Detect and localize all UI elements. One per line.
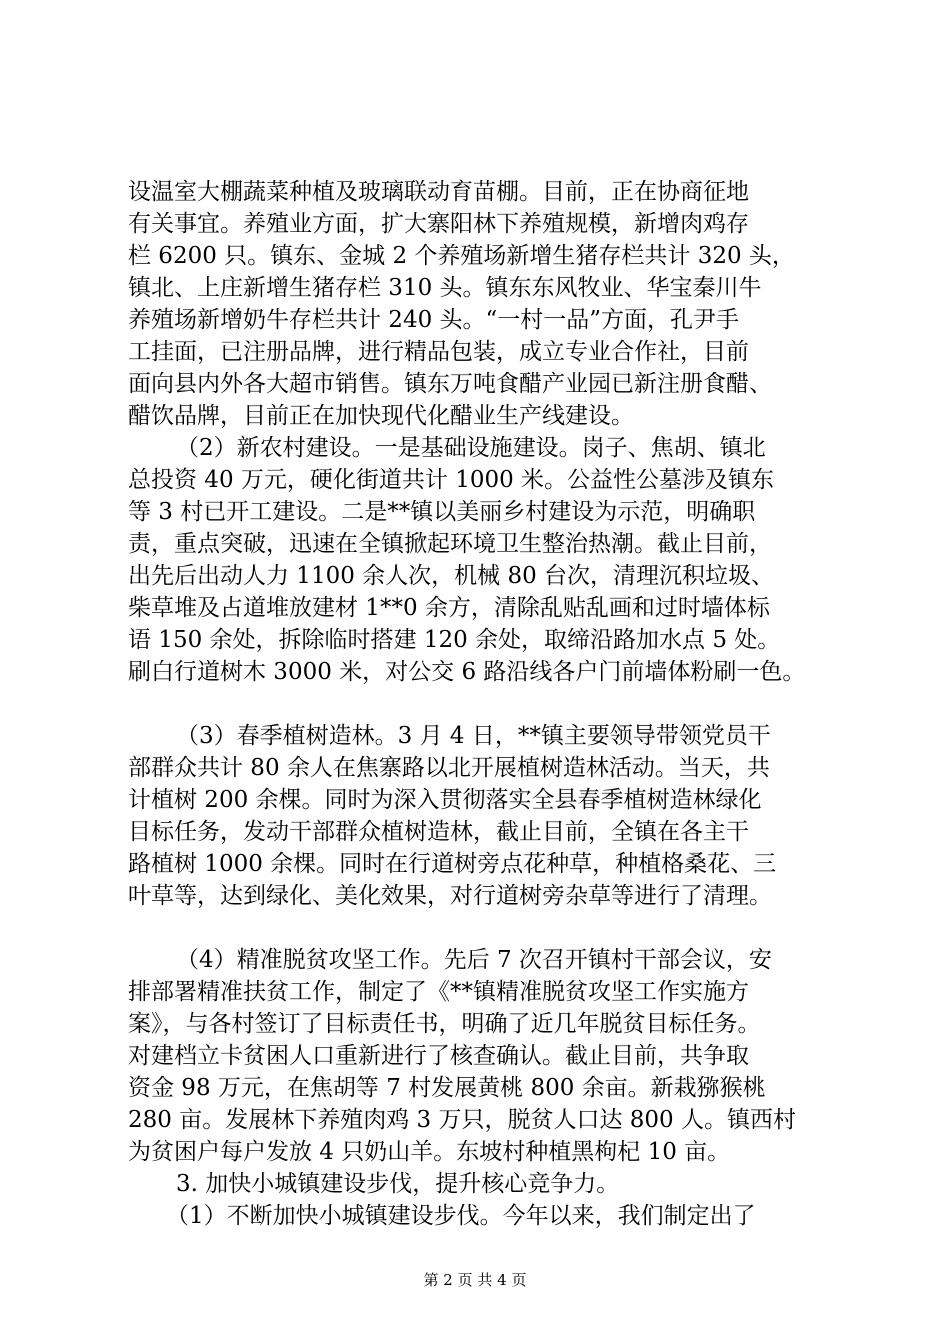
body-line: 计植树 200 余棵。同时为深入贯彻落实全县春季植树造林绿化 bbox=[128, 787, 762, 813]
page-number-footer: 第 2 页 共 4 页 bbox=[423, 1271, 527, 1289]
body-line: 工挂面，已注册品牌，进行精品包装，成立专业合作社，目前 bbox=[128, 339, 749, 365]
body-line: 对建档立卡贫困人口重新进行了核查确认。截止目前，共争取 bbox=[128, 1043, 749, 1069]
paragraph-start-line: （2）新农村建设。一是基础设施建设。岗子、焦胡、镇北 bbox=[176, 435, 766, 461]
body-line: 排部署精准扶贫工作，制定了《**镇精准脱贫攻坚工作实施方 bbox=[128, 979, 749, 1005]
paragraph-start-line: （3）春季植树造林。3 月 4 日，**镇主要领导带领党员干 bbox=[176, 723, 771, 749]
body-line: 设温室大棚蔬菜种植及玻璃联动育苗棚。目前，正在协商征地 bbox=[128, 179, 749, 205]
body-line: 出先后出动人力 1100 余人次，机械 80 台次，清理沉积垃圾、 bbox=[128, 563, 775, 589]
body-line: 叶草等，达到绿化、美化效果，对行道树旁杂草等进行了清理。 bbox=[128, 883, 772, 909]
section-heading: 3. 加快小城镇建设步伐，提升核心竞争力。 bbox=[176, 1171, 620, 1197]
body-line: 柴草堆及占道堆放建材 1**0 余方，清除乱贴乱画和过时墙体标 bbox=[128, 595, 770, 621]
paragraph-start-line: （4）精准脱贫攻坚工作。先后 7 次召开镇村干部会议，安 bbox=[176, 947, 772, 973]
body-line: 刷白行道树木 3000 米，对公交 6 路沿线各户门前墙体粉刷一色。 bbox=[128, 659, 806, 685]
body-line: 醋饮品牌，目前正在加快现代化醋业生产线建设。 bbox=[128, 403, 634, 429]
body-line: 等 3 村已开工建设。二是**镇以美丽乡村建设为示范，明确职 bbox=[128, 499, 756, 525]
body-line: 为贫困户每户发放 4 只奶山羊。东坡村种植黑枸杞 10 亩。 bbox=[128, 1139, 731, 1165]
body-line: 镇北、上庄新增生猪存栏 310 头。镇东东风牧业、华宝秦川牛 bbox=[128, 275, 762, 301]
body-line: 资金 98 万元，在焦胡等 7 村发展黄桃 800 余亩。新栽猕猴桃 bbox=[128, 1075, 766, 1101]
body-line: 责，重点突破，迅速在全镇掀起环境卫生整治热潮。截止目前， bbox=[128, 531, 772, 557]
body-line: 案》，与各村签订了目标责任书，明确了近几年脱贫目标任务。 bbox=[128, 1011, 761, 1037]
body-line: 280 亩。发展林下养殖肉鸡 3 万只，脱贫人口达 800 人。镇西村 bbox=[128, 1107, 796, 1133]
body-line: 面向县内外各大超市销售。镇东万吨食醋产业园已新注册食醋、 bbox=[128, 371, 772, 397]
body-line: 部群众共计 80 余人在焦寨路以北开展植树造林活动。当天，共 bbox=[128, 755, 770, 781]
body-line: 路植树 1000 余棵。同时在行道树旁点花种草，种植格桑花、三 bbox=[128, 851, 777, 877]
body-line: 目标任务，发动干部群众植树造林，截止目前，全镇在各主干 bbox=[128, 819, 749, 845]
body-line: 栏 6200 只。镇东、金城 2 个养殖场新增生猪存栏共计 320 头， bbox=[128, 243, 795, 269]
body-line: 总投资 40 万元，硬化街道共计 1000 米。公益性公墓涉及镇东 bbox=[128, 467, 775, 493]
paragraph-start-line: （1）不断加快小城镇建设步伐。今年以来，我们制定出了 bbox=[166, 1203, 756, 1229]
body-line: 有关事宜。养殖业方面，扩大寨阳林下养殖规模，新增肉鸡存 bbox=[128, 211, 749, 237]
body-line: 养殖场新增奶牛存栏共计 240 头。“一村一品”方面，孔尹手 bbox=[128, 307, 740, 333]
body-line: 语 150 余处，拆除临时搭建 120 余处，取缔沿路加水点 5 处。 bbox=[128, 627, 781, 653]
